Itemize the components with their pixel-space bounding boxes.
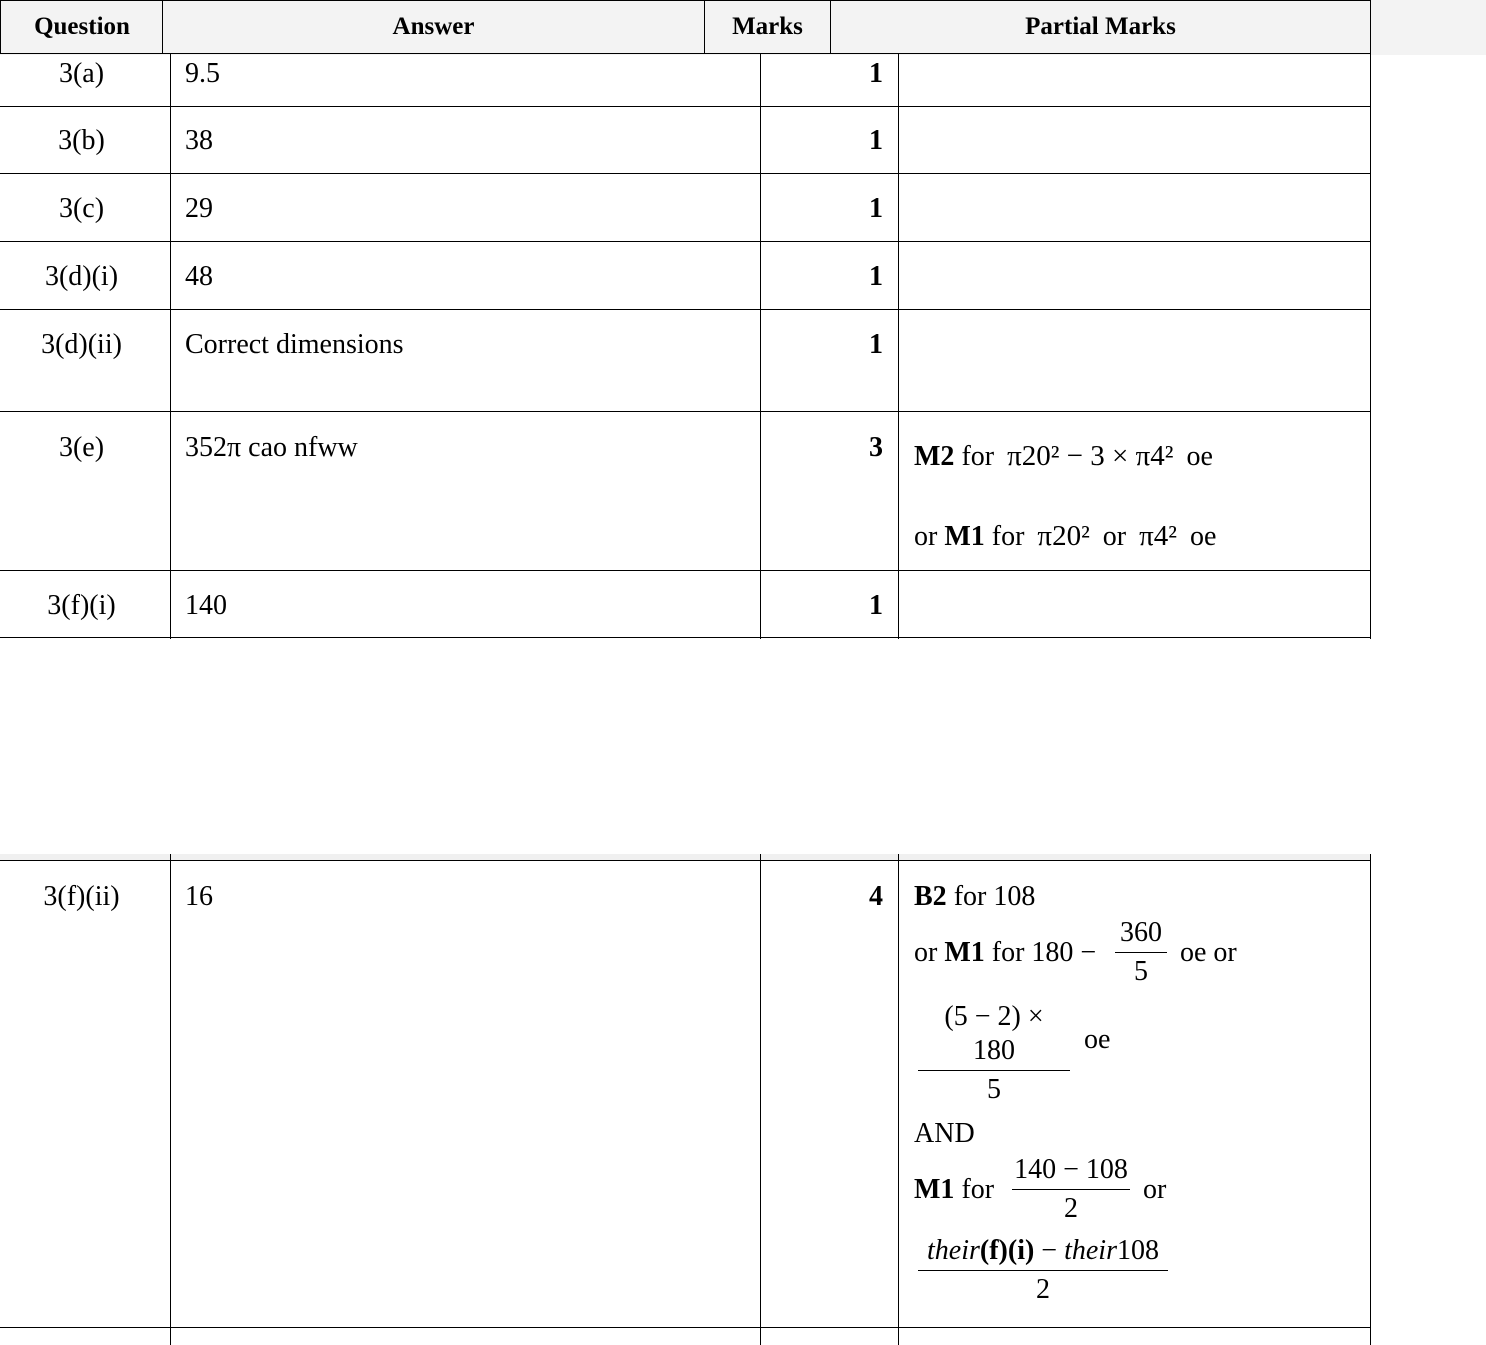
math-expression: 180 − — [1031, 937, 1097, 968]
math-expression: π4² — [1139, 520, 1177, 552]
text-for: for — [991, 521, 1025, 552]
marks-cell: 1 — [869, 329, 883, 360]
text-or: or — [1102, 521, 1127, 552]
text-their: their — [1064, 1235, 1117, 1266]
partial-marks-line — [914, 519, 1216, 554]
header-question: Question — [0, 0, 164, 54]
text-for: for — [991, 937, 1025, 968]
text-oe: oe — [1186, 441, 1213, 472]
fraction-numerator: 360 — [1115, 916, 1167, 953]
text-for: for — [961, 441, 995, 472]
fraction-denominator: 2 — [1064, 1193, 1078, 1224]
text-oe-or: oe or — [1180, 937, 1237, 968]
text-part-ref: (f)(i) — [979, 1235, 1035, 1266]
minus-sign: − — [1034, 1235, 1065, 1266]
fraction-denominator: 5 — [987, 1074, 1001, 1105]
header-marks: Marks — [704, 0, 831, 54]
marks-cell: 1 — [869, 58, 883, 89]
math-expression: π20² − 3 × π4² — [1007, 440, 1174, 472]
text-or: or — [914, 937, 938, 968]
col-divider — [898, 854, 899, 1345]
answer-cell: Correct dimensions — [185, 329, 404, 360]
header-answer: Answer — [162, 0, 705, 54]
answer-cell: 9.5 — [185, 58, 220, 89]
col-divider — [170, 854, 171, 1345]
question-cell: 3(f)(i) — [47, 590, 116, 621]
fraction-numerator: 140 − 108 — [1012, 1153, 1130, 1190]
mark-code: M1 — [944, 521, 985, 552]
answer-cell: 38 — [185, 125, 213, 156]
text-their: their — [927, 1235, 980, 1266]
row-divider — [0, 173, 1370, 174]
marks-cell: 1 — [869, 193, 883, 224]
fraction — [1012, 1153, 1130, 1228]
row-divider — [0, 309, 1370, 310]
math-expression: π20² — [1037, 520, 1090, 552]
number: 108 — [1116, 1235, 1159, 1266]
marks-cell: 1 — [869, 125, 883, 156]
question-cell: 3(b) — [58, 125, 105, 156]
row-divider — [0, 241, 1370, 242]
question-cell: 3(f)(ii) — [43, 881, 120, 912]
fraction — [1115, 916, 1167, 991]
question-cell: 3(c) — [58, 193, 105, 224]
header-partial-marks: Partial Marks — [830, 0, 1371, 54]
row-divider — [0, 860, 1370, 861]
text-or: or — [914, 521, 938, 552]
col-divider — [170, 54, 171, 639]
question-cell: 3(e) — [58, 432, 105, 463]
fraction-denominator: 2 — [1036, 1274, 1050, 1305]
col-divider — [1370, 854, 1371, 1345]
question-cell: 3(d)(ii) — [41, 329, 122, 360]
fraction — [918, 1000, 1070, 1109]
col-divider — [760, 854, 761, 1345]
answer-cell: 140 — [185, 590, 227, 621]
marks-cell: 1 — [869, 261, 883, 292]
partial-marks-line — [914, 880, 1035, 914]
partial-marks-line — [914, 936, 1096, 970]
text-oe: oe — [1189, 521, 1217, 552]
col-divider — [898, 54, 899, 639]
text-oe: oe — [1084, 1024, 1111, 1055]
fraction-numerator: (5 − 2) × 180 — [918, 1000, 1070, 1071]
col-divider — [1370, 54, 1371, 639]
answer-cell: 16 — [185, 881, 213, 912]
partial-marks-line — [914, 1173, 994, 1207]
answer-cell: 29 — [185, 193, 213, 224]
text-or: or — [1143, 1174, 1167, 1205]
fraction — [918, 1234, 1168, 1309]
mark-code: M1 — [944, 937, 985, 968]
row-divider — [0, 106, 1370, 107]
question-cell: 3(d)(i) — [44, 261, 119, 292]
marks-cell: 4 — [869, 881, 883, 912]
row-divider — [0, 1327, 1370, 1328]
answer-cell: 352π cao nfww — [185, 432, 358, 463]
marks-cell: 3 — [869, 432, 883, 463]
mark-code: B2 — [914, 881, 947, 912]
text-for-108: for 108 — [953, 881, 1036, 912]
question-cell: 3(a) — [58, 58, 105, 89]
partial-marks-line — [914, 439, 1213, 474]
fraction-numerator — [918, 1234, 1168, 1271]
text-and: AND — [914, 1118, 975, 1149]
row-divider — [0, 570, 1370, 571]
text-for: for — [961, 1174, 995, 1205]
row-divider — [0, 637, 1370, 638]
marks-cell: 1 — [869, 590, 883, 621]
mark-code: M1 — [914, 1174, 955, 1205]
fraction-denominator: 5 — [1134, 956, 1148, 987]
row-divider — [0, 411, 1370, 412]
answer-cell: 48 — [185, 261, 213, 292]
mark-code: M2 — [914, 441, 955, 472]
